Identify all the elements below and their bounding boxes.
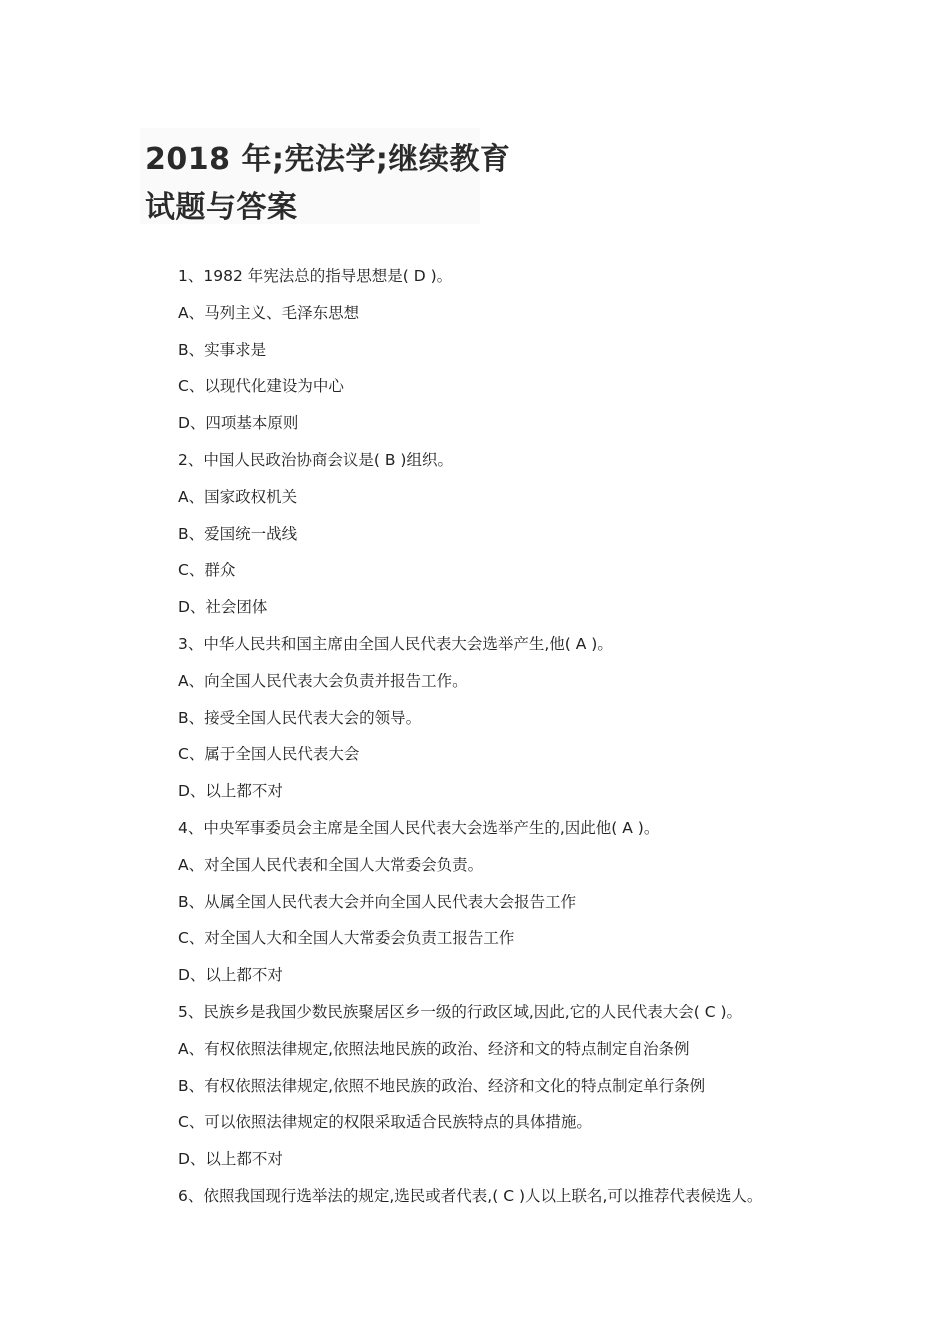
question-5-option-b: B、有权依照法律规定,依照不地民族的政治、经济和文化的特点制定单行条例 xyxy=(178,1076,706,1095)
question-4: 4、中央军事委员会主席是全国人民代表大会选举产生的,因此他( A )。 xyxy=(178,818,660,837)
question-3-option-c: C、属于全国人民代表大会 xyxy=(178,745,360,764)
question-3: 3、中华人民共和国主席由全国人民代表大会选举产生,他( A )。 xyxy=(178,634,613,653)
question-1: 1、1982 年宪法总的指导思想是( D )。 xyxy=(178,267,453,285)
question-2-option-d: D、社会团体 xyxy=(178,598,268,617)
question-5-option-c: C、可以依照法律规定的权限采取适合民族特点的具体措施。 xyxy=(178,1113,592,1132)
question-5-option-d: D、以上都不对 xyxy=(178,1150,283,1169)
question-4-option-d: D、以上都不对 xyxy=(178,966,283,985)
question-1-option-a: A、马列主义、毛泽东思想 xyxy=(178,303,360,322)
question-3-option-a: A、向全国人民代表大会负责并报告工作。 xyxy=(178,671,468,690)
question-4-option-c: C、对全国人大和全国人大常委会负责工报告工作 xyxy=(178,929,515,948)
question-2-option-b: B、爱国统一战线 xyxy=(178,524,298,543)
question-1-option-d: D、四项基本原则 xyxy=(178,414,299,433)
question-4-option-b: B、从属全国人民代表大会并向全国人民代表大会报告工作 xyxy=(178,892,577,911)
question-3-option-b: B、接受全国人民代表大会的领导。 xyxy=(178,708,422,727)
question-2: 2、中国人民政治协商会议是( B )组织。 xyxy=(178,450,453,469)
question-1-option-b: B、实事求是 xyxy=(178,340,267,359)
question-5-option-a: A、有权依照法律规定,依照法地民族的政治、经济和文的特点制定自治条例 xyxy=(178,1039,690,1058)
document-title-line-1: 2018 年;宪法学;继续教育 xyxy=(145,142,511,177)
question-2-option-a: A、国家政权机关 xyxy=(178,487,298,506)
question-6: 6、依照我国现行选举法的规定,选民或者代表,( C )人以上联名,可以推荐代表候选人。 xyxy=(178,1186,763,1205)
question-2-option-c: C、群众 xyxy=(178,561,236,580)
question-1-option-c: C、以现代化建设为中心 xyxy=(178,377,344,396)
question-4-option-a: A、对全国人民代表和全国人大常委会负责。 xyxy=(178,855,484,874)
document-title-line-2: 试题与答案 xyxy=(145,190,298,225)
question-list xyxy=(178,258,898,1215)
question-3-option-d: D、以上都不对 xyxy=(178,782,283,801)
question-5: 5、民族乡是我国少数民族聚居区乡一级的行政区域,因此,它的人民代表大会( C )。 xyxy=(178,1002,742,1021)
title-block xyxy=(140,128,511,225)
